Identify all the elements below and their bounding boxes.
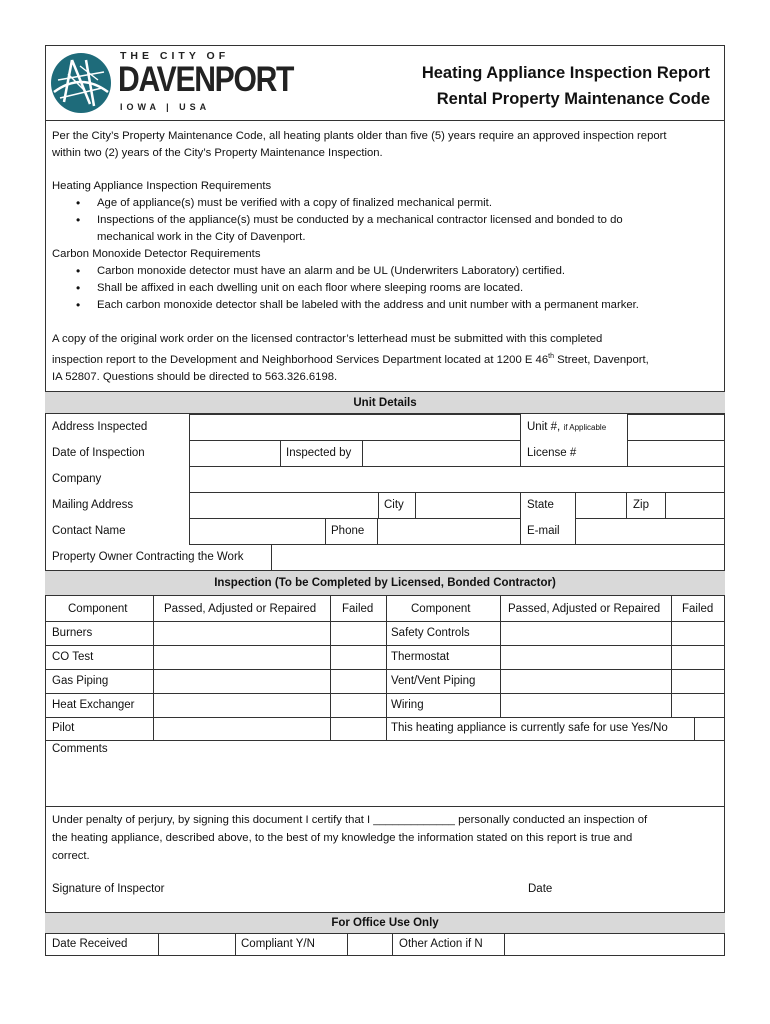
unit-label: Unit #, if Applicable [527,421,607,433]
submission-line3: IA 52807. Questions should be directed to 563.326.6198. [52,370,338,383]
certification-text [52,811,647,865]
row-heat-exchanger: Heat Exchanger [52,699,135,711]
comments-label: Comments [52,743,108,755]
row-burners: Burners [52,627,93,639]
col-failed-left: Failed [342,603,374,615]
col-component-left: Component [68,603,128,615]
col-failed-right: Failed [682,603,714,615]
mailing-field[interactable] [189,492,379,519]
city-label: City [384,499,404,511]
office-header: For Office Use Only [45,912,725,934]
submission-line1: A copy of the original work order on the licensed contractor’s letterhead must be submitted with this completed [52,333,603,345]
intro-line1: Per the City’s Property Maintenance Code, all heating plants older than five (5) years require an approved inspection report [52,130,667,142]
state-field[interactable] [575,492,627,519]
requirements-heading: Heating Appliance Inspection Requirements [52,180,272,192]
owner-label: Property Owner Contracting the Work [52,551,244,563]
col-component-right: Component [411,603,471,615]
row-vent-piping: Vent/Vent Piping [391,675,476,687]
date-label: Date of Inspection [52,447,145,459]
city-field[interactable] [415,492,521,519]
requirement-item: • Age of appliance(s) must be verified with a copy of finalized mechanical permit. [52,195,722,212]
date-field[interactable] [189,440,281,467]
co-requirement-item: • Carbon monoxide detector must have an alarm and be UL (Underwriters Laboratory) certified. [52,263,722,280]
safe-statement: This heating appliance is currently safe for use Yes/No [391,722,668,734]
intro-paragraph [52,128,667,162]
submission-line2: inspection report to the Development and Neighborhood Services Department located at 1200 E 46th Street, Davenport, [52,353,649,366]
mailing-label: Mailing Address [52,499,134,511]
co-requirement-item: • Each carbon monoxide detector shall be labeled with the address and unit number with a permanent marker. [52,297,722,314]
comments-field[interactable] [46,757,724,805]
unit-field[interactable] [627,414,725,441]
other-action-label: Other Action if N [399,938,483,950]
compliant-label: Compliant Y/N [241,938,315,950]
requirement-item-cont: mechanical work in the City of Davenport. [97,231,306,243]
row-co-test: CO Test [52,651,94,663]
row-gas-piping: Gas Piping [52,675,109,687]
license-label: License # [527,447,577,459]
requirement-item: • Inspections of the appliance(s) must be conducted by a mechanical contractor licensed and bonded to do [52,212,722,229]
row-safety-controls: Safety Controls [391,627,470,639]
row-wiring: Wiring [391,699,424,711]
col-passed-left: Passed, Adjusted or Repaired [164,603,317,615]
date-received-label: Date Received [52,938,128,950]
compliant-field[interactable] [347,933,393,956]
logo-line2: DAVENPORT [118,60,294,99]
date-received-field[interactable] [158,933,236,956]
other-action-field[interactable] [504,933,725,956]
page-title [422,60,710,112]
header-divider [45,120,725,121]
email-field[interactable] [575,518,725,545]
contact-label: Contact Name [52,525,126,537]
contact-field[interactable] [189,518,326,545]
row-pilot: Pilot [52,722,75,734]
zip-field[interactable] [665,492,725,519]
license-field[interactable] [627,440,725,467]
bridge-logo-icon [50,52,112,114]
row-thermostat: Thermostat [391,651,450,663]
company-label: Company [52,473,102,485]
signature-label: Signature of Inspector [52,883,165,895]
inspection-header: Inspection (To be Completed by Licensed, Bonded Contractor) [45,570,725,596]
cert-line1: Under penalty of perjury, by signing this document I certify that I _____________ personally conducted an inspection of [52,814,648,826]
logo-line3: IOWA | USA [120,102,211,112]
email-label: E-mail [527,525,560,537]
inspected-by-field[interactable] [362,440,521,467]
submission-paragraph [52,331,649,386]
co-requirement-item: • Shall be affixed in each dwelling unit on each floor where sleeping rooms are located. [52,280,722,297]
cert-line3: correct. [52,850,90,862]
phone-label: Phone [331,525,365,537]
company-field[interactable] [189,466,725,493]
co-requirements-heading: Carbon Monoxide Detector Requirements [52,248,261,260]
address-label: Address Inspected [52,421,148,433]
owner-field[interactable] [271,544,725,571]
title-line1: Heating Appliance Inspection Report [421,64,710,82]
unit-details-header: Unit Details [45,391,725,414]
date-signature-label: Date [528,883,553,895]
zip-label: Zip [633,499,649,511]
state-label: State [527,499,554,511]
inspected-by-label: Inspected by [286,447,352,459]
requirements-section [52,178,722,314]
cert-line2: the heating appliance, described above, to the best of my knowledge the information stated on this report is true and [52,832,633,844]
col-passed-right: Passed, Adjusted or Repaired [508,603,661,615]
intro-line2: within two (2) years of the City’s Property Maintenance Inspection. [52,147,383,159]
logo-line1: THE CITY OF [120,50,230,62]
title-line2: Rental Property Maintenance Code [436,90,710,108]
city-logo [50,50,294,116]
phone-field[interactable] [377,518,521,545]
address-field[interactable] [189,414,521,441]
